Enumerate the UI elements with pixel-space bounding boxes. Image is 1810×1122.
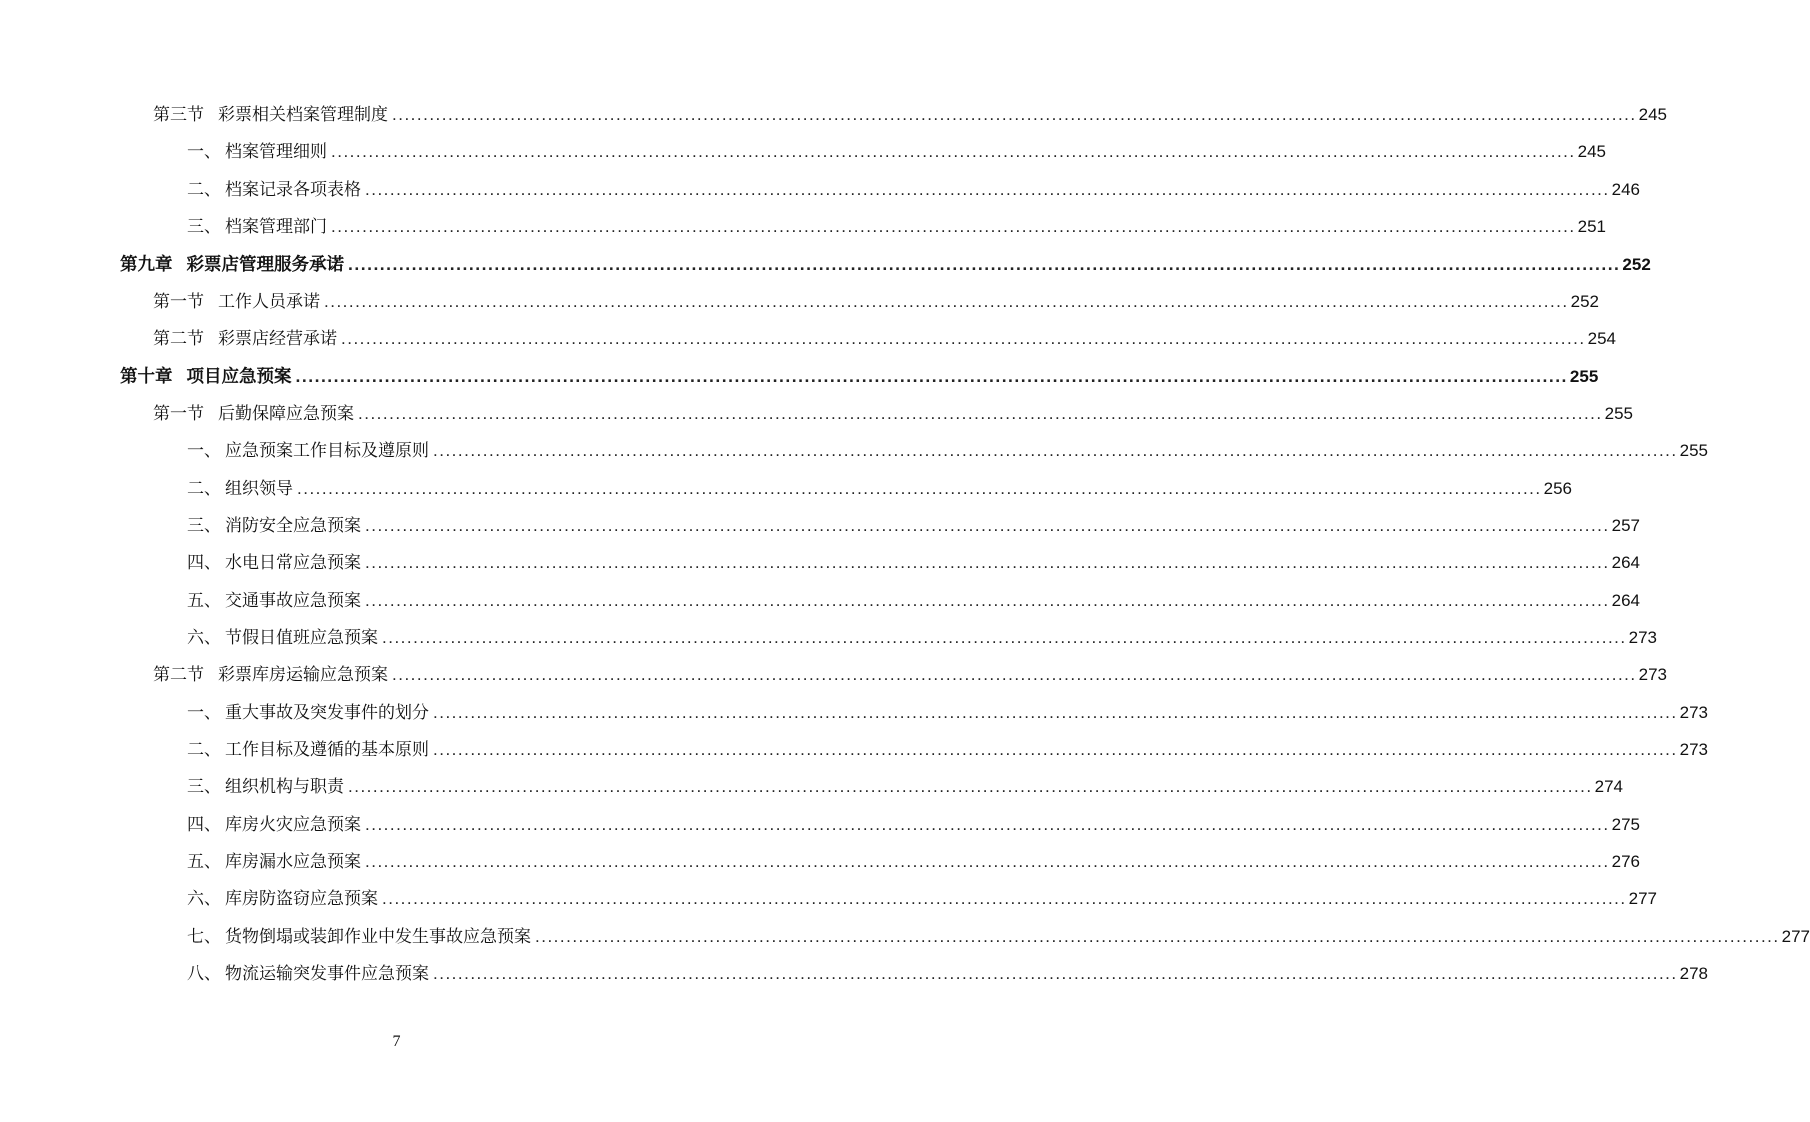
toc-entry-number: 三、 bbox=[187, 777, 221, 797]
toc-entry-number: 四、 bbox=[187, 815, 221, 835]
toc-entry-title: 水电日常应急预案 bbox=[225, 553, 361, 573]
toc-entry-item[interactable] bbox=[187, 474, 1573, 504]
toc-dot-leader: ........................................................................................................................................................................................................ bbox=[365, 516, 1610, 535]
toc-entry-page-number: 255 bbox=[1604, 404, 1634, 423]
toc-dot-leader: ........................................................................................................................................................................................................ bbox=[433, 441, 1678, 460]
toc-entry-page-number: 252 bbox=[1622, 255, 1651, 274]
toc-entry-page-number: 278 bbox=[1679, 964, 1709, 983]
toc-dot-leader: ........................................................................................................................................................................................................ bbox=[295, 366, 1568, 386]
toc-entry-section[interactable] bbox=[153, 399, 1634, 429]
toc-entry-title: 彩票相关档案管理制度 bbox=[218, 105, 388, 125]
toc-entry-page-number: 252 bbox=[1570, 292, 1600, 311]
toc-entry-page-number: 264 bbox=[1611, 553, 1641, 572]
toc-dot-leader: ........................................................................................................................................................................................................ bbox=[433, 703, 1678, 722]
toc-entry-item[interactable] bbox=[187, 884, 1658, 914]
toc-entry-page-number: 273 bbox=[1628, 628, 1658, 647]
toc-entry-number: 二、 bbox=[187, 479, 221, 499]
toc-entry-title: 节假日值班应急预案 bbox=[225, 628, 378, 648]
toc-dot-leader: ........................................................................................................................................................................................................ bbox=[433, 964, 1678, 983]
toc-entry-title: 组织机构与职责 bbox=[225, 777, 344, 797]
toc-dot-leader: ........................................................................................................................................................................................................ bbox=[358, 404, 1603, 423]
toc-entry-page-number: 257 bbox=[1611, 516, 1641, 535]
toc-dot-leader: ........................................................................................................................................................................................................ bbox=[324, 292, 1569, 311]
toc-entry-page-number: 246 bbox=[1611, 180, 1641, 199]
toc-entry-title: 库房火灾应急预案 bbox=[225, 815, 361, 835]
toc-entry-page-number: 255 bbox=[1679, 441, 1709, 460]
toc-entry-page-number: 276 bbox=[1611, 852, 1641, 871]
toc-entry-number: 一、 bbox=[187, 703, 221, 723]
toc-entry-title: 彩票库房运输应急预案 bbox=[218, 665, 388, 685]
toc-entry-page-number: 254 bbox=[1587, 329, 1617, 348]
toc-entry-section[interactable] bbox=[153, 324, 1617, 354]
toc-entry-chapter[interactable] bbox=[120, 361, 1599, 391]
toc-dot-leader: ........................................................................................................................................................................................................ bbox=[392, 105, 1637, 124]
toc-entry-title: 应急预案工作目标及遵原则 bbox=[225, 441, 429, 461]
toc-entry-number: 六、 bbox=[187, 628, 221, 648]
toc-entry-item[interactable] bbox=[187, 137, 1607, 167]
toc-entry-number: 五、 bbox=[187, 591, 221, 611]
toc-entry-title: 项目应急预案 bbox=[186, 367, 292, 387]
toc-entry-section[interactable] bbox=[153, 100, 1668, 130]
toc-entry-number: 第一节 bbox=[153, 292, 204, 312]
toc-entry-number: 第二节 bbox=[153, 329, 204, 349]
toc-entry-page-number: 277 bbox=[1628, 889, 1658, 908]
toc-entry-number: 第九章 bbox=[120, 255, 173, 275]
toc-entry-title: 库房漏水应急预案 bbox=[225, 852, 361, 872]
toc-entry-page-number: 273 bbox=[1679, 740, 1709, 759]
toc-entry-title: 货物倒塌或装卸作业中发生事故应急预案 bbox=[225, 927, 531, 947]
toc-entry-number: 二、 bbox=[187, 180, 221, 200]
toc-entry-item[interactable] bbox=[187, 212, 1607, 242]
toc-entry-title: 库房防盗窃应急预案 bbox=[225, 889, 378, 909]
toc-entry-page-number: 264 bbox=[1611, 591, 1641, 610]
toc-entry-item[interactable] bbox=[187, 922, 1810, 952]
toc-entry-title: 交通事故应急预案 bbox=[225, 591, 361, 611]
toc-entry-item[interactable] bbox=[187, 959, 1709, 989]
toc-entry-number: 二、 bbox=[187, 740, 221, 760]
toc-dot-leader: ........................................................................................................................................................................................................ bbox=[365, 553, 1610, 572]
toc-dot-leader: ........................................................................................................................................................................................................ bbox=[535, 927, 1780, 946]
toc-entry-number: 一、 bbox=[187, 441, 221, 461]
toc-dot-leader: ........................................................................................................................................................................................................ bbox=[331, 217, 1576, 236]
toc-dot-leader: ........................................................................................................................................................................................................ bbox=[365, 180, 1610, 199]
toc-entry-number: 第十章 bbox=[120, 367, 173, 387]
toc-entry-number: 七、 bbox=[187, 927, 221, 947]
toc-entry-item[interactable] bbox=[187, 735, 1709, 765]
toc-entry-title: 组织领导 bbox=[225, 479, 293, 499]
toc-entry-page-number: 255 bbox=[1569, 367, 1599, 386]
toc-entry-title: 彩票店管理服务承诺 bbox=[186, 255, 344, 275]
toc-dot-leader: ........................................................................................................................................................................................................ bbox=[382, 628, 1627, 647]
toc-entry-section[interactable] bbox=[153, 660, 1668, 690]
toc-dot-leader: ........................................................................................................................................................................................................ bbox=[348, 777, 1593, 796]
toc-entry-page-number: 245 bbox=[1638, 105, 1668, 124]
page-number: 7 bbox=[392, 1033, 401, 1050]
toc-dot-leader: ........................................................................................................................................................................................................ bbox=[297, 479, 1542, 498]
toc-entry-item[interactable] bbox=[187, 511, 1641, 541]
toc-dot-leader: ........................................................................................................................................................................................................ bbox=[348, 254, 1621, 274]
toc-entry-number: 三、 bbox=[187, 217, 221, 237]
toc-entry-page-number: 256 bbox=[1543, 479, 1573, 498]
toc-entry-item[interactable] bbox=[187, 810, 1641, 840]
toc-dot-leader: ........................................................................................................................................................................................................ bbox=[341, 329, 1586, 348]
toc-entry-number: 八、 bbox=[187, 964, 221, 984]
toc-entry-title: 后勤保障应急预案 bbox=[218, 404, 354, 424]
toc-dot-leader: ........................................................................................................................................................................................................ bbox=[433, 740, 1678, 759]
toc-entry-page-number: 275 bbox=[1611, 815, 1641, 834]
toc-entry-item[interactable] bbox=[187, 623, 1658, 653]
toc-entry-page-number: 273 bbox=[1679, 703, 1709, 722]
toc-entry-section[interactable] bbox=[153, 287, 1600, 317]
toc-dot-leader: ........................................................................................................................................................................................................ bbox=[365, 852, 1610, 871]
toc-dot-leader: ........................................................................................................................................................................................................ bbox=[382, 889, 1627, 908]
toc-entry-item[interactable] bbox=[187, 436, 1709, 466]
toc-entry-item[interactable] bbox=[187, 175, 1641, 205]
toc-entry-number: 第二节 bbox=[153, 665, 204, 685]
toc-entry-title: 档案记录各项表格 bbox=[225, 180, 361, 200]
toc-entry-item[interactable] bbox=[187, 772, 1624, 802]
toc-entry-title: 档案管理细则 bbox=[225, 142, 327, 162]
toc-entry-title: 彩票店经营承诺 bbox=[218, 329, 337, 349]
toc-entry-number: 第一节 bbox=[153, 404, 204, 424]
toc-entry-number: 一、 bbox=[187, 142, 221, 162]
toc-entry-item[interactable] bbox=[187, 548, 1641, 578]
toc-entry-title: 工作人员承诺 bbox=[218, 292, 320, 312]
toc-entry-title: 物流运输突发事件应急预案 bbox=[225, 964, 429, 984]
toc-entry-page-number: 245 bbox=[1577, 142, 1607, 161]
toc-dot-leader: ........................................................................................................................................................................................................ bbox=[365, 591, 1610, 610]
toc-entry-item[interactable] bbox=[187, 698, 1709, 728]
toc-entry-page-number: 277 bbox=[1781, 927, 1810, 946]
toc-entry-title: 档案管理部门 bbox=[225, 217, 327, 237]
toc-entry-page-number: 251 bbox=[1577, 217, 1607, 236]
toc-entry-item[interactable] bbox=[187, 847, 1641, 877]
toc-entry-title: 重大事故及突发事件的划分 bbox=[225, 703, 429, 723]
toc-dot-leader: ........................................................................................................................................................................................................ bbox=[331, 142, 1576, 161]
toc-dot-leader: ........................................................................................................................................................................................................ bbox=[392, 665, 1637, 684]
toc-entry-number: 三、 bbox=[187, 516, 221, 536]
toc-entry-item[interactable] bbox=[187, 586, 1641, 616]
toc-entry-title: 工作目标及遵循的基本原则 bbox=[225, 740, 429, 760]
toc-entry-chapter[interactable] bbox=[120, 249, 1651, 279]
toc-entry-number: 六、 bbox=[187, 889, 221, 909]
toc-entry-page-number: 274 bbox=[1594, 777, 1624, 796]
toc-entry-page-number: 273 bbox=[1638, 665, 1668, 684]
toc-entry-number: 四、 bbox=[187, 553, 221, 573]
toc-entry-number: 五、 bbox=[187, 852, 221, 872]
toc-entry-number: 第三节 bbox=[153, 105, 204, 125]
toc-dot-leader: ........................................................................................................................................................................................................ bbox=[365, 815, 1610, 834]
toc-entry-title: 消防安全应急预案 bbox=[225, 516, 361, 536]
